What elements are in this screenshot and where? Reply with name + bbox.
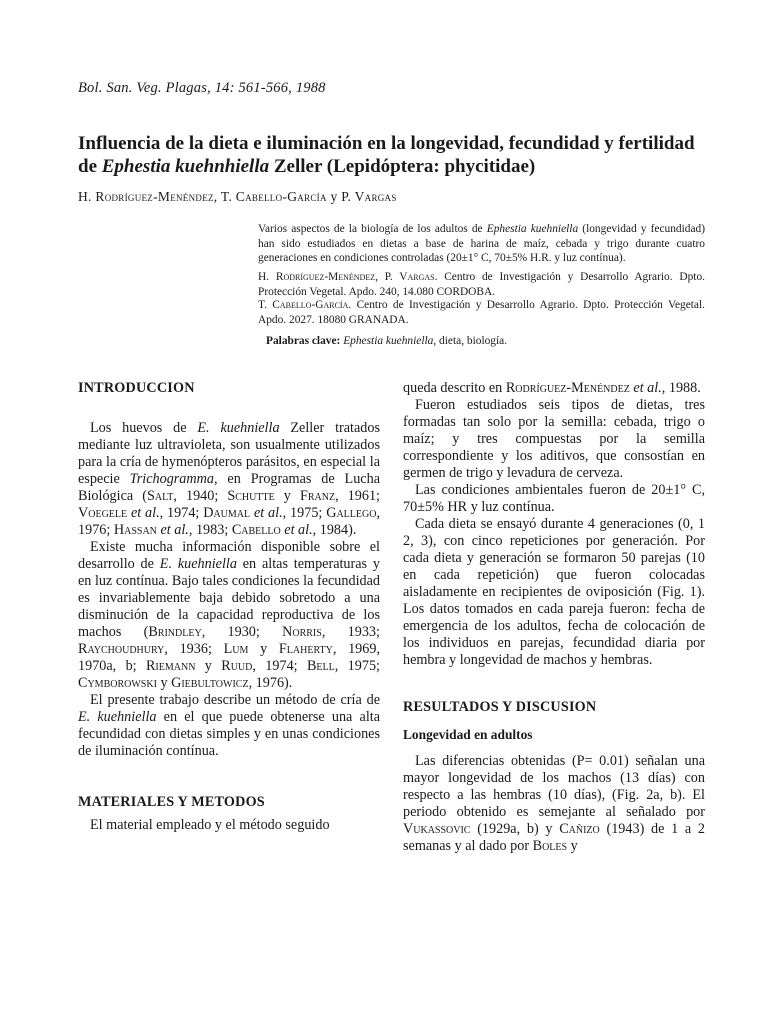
affiliation-1: H. Rodríguez-Menéndez, P. Vargas. Centro de Investigación y Desarrollo Agrario. Dpto. Protección Vegetal. Apdo. 240, 14.080 CORDOBA. bbox=[258, 271, 706, 298]
intro-paragraph-2: Existe mucha información disponible sobre el desarrollo de E. kuehniella en altas temperaturas y en luz contínua. Bajo tales condiciones la fecundidad es invariablemente baja debido sobretodo a una disminución de la capacidad reproductiva de los machos (Brindley, 1930; Norris, 1933; Raychoudhury, 1936; Lum y Flaherty, 1969, 1970a, b; Riemann y Ruud, 1974; Bell, 1975; Cymborowski y Giebultowicz, 1976). bbox=[78, 539, 381, 691]
left-column bbox=[78, 380, 380, 834]
methods-continuation: queda descrito en Rodríguez-Menéndez et al., 1988. bbox=[403, 380, 701, 396]
keywords-label: Palabras clave: bbox=[266, 335, 341, 347]
title-species: Ephestia kuehnhiella bbox=[101, 156, 270, 177]
methods-paragraph-4: Cada dieta se ensayó durante 4 generaciones (0, 1 2, 3), con cinco repeticiones por generación. Por cada dieta y generación se formaron 50 parejas (10 en cada repetición) que fueron colocadas aisladamente en recipientes de oviposición (Fig. 1). Los datos tomados en cada pareja fueron: fecha de emergencia de los adultos, fecha de colocación de los individuos en parejas, fecundidad diaria por hembra y longevidad de machos y hembras. bbox=[403, 516, 705, 668]
intro-paragraph-1: Los huevos de E. kuehniella Zeller tratados mediante luz ultravioleta, son usualmente utilizados para la cría de hymenópteros parásitos, en especial la especie Trichogramma, en Programas de Lucha Biológica (Salt, 1940; Schutte y Franz, 1961; Voegele et al., 1974; Daumal et al., 1975; Gallego, 1976; Hassan et al., 1983; Cabello et al., 1984). bbox=[78, 420, 381, 538]
intro-heading: INTRODUCCION bbox=[78, 380, 195, 396]
methods-paragraph-2: Fueron estudiados seis tipos de dietas, tres formadas tan solo por la semilla: cebada, trigo o maíz; y tres compuestas por la semilla correspondiente y los aditivos, que consostían en germen de trigo y levadura de cerveza. bbox=[403, 397, 705, 481]
keywords: Palabras clave: Ephestia kuehniella, dieta, biología. bbox=[266, 335, 508, 347]
methods-paragraph-1: El material empleado y el método seguido bbox=[90, 817, 330, 833]
right-column bbox=[403, 380, 705, 855]
affiliation-2: T. Cabello-García. Centro de Investigación y Desarrollo Agrario. Dpto. Protección Vegetal. Apdo. 2027. 18080 GRANADA. bbox=[258, 299, 705, 326]
author-3: P. Vargas bbox=[341, 189, 397, 204]
author-2: T. Cabello-García bbox=[220, 189, 327, 204]
paper-title: Influencia de la dieta e iluminación en la longevidad, fecundidad y fertilidad de Ephestia kuehnhiella Zeller (Lepidóptera: phycitidae) bbox=[78, 133, 695, 177]
author-list: H. Rodríguez-Menéndez, T. Cabello-García y P. Vargas bbox=[78, 189, 397, 204]
journal-citation: Bol. San. Veg. Plagas, 14: 561-566, 1988 bbox=[78, 80, 326, 96]
intro-paragraph-3: El presente trabajo describe un método de cría de E. kuehniella en el que puede obtenerse una alta fecundidad con dietas simples y en unas condiciones de iluminación contínua. bbox=[78, 692, 380, 759]
results-paragraph-1: Las diferencias obtenidas (P= 0.01) señalan una mayor longevidad de los machos (13 días) con respecto a las hembras (10 días), (Fig. 2a, b). El periodo obtenido es semejante al señalado por Vukassovic (1929a, b) y Cañizo (1943) de 1 a 2 semanas y al dado por Boles y bbox=[403, 753, 706, 854]
methods-heading: MATERIALES Y METODOS bbox=[78, 794, 265, 810]
methods-paragraph-3: Las condiciones ambientales fueron de 20±1° C, 70±5% HR y luz contínua. bbox=[403, 482, 705, 515]
abstract: Varios aspectos de la biología de los adultos de Ephestia kuehniella (longevidad y fecundidad) han sido estudiados en dietas a base de harina de maíz, cebada y trigo durante cuatro generaciones en condiciones controladas (20±1° C, 70±5% H.R. y luz contínua). bbox=[258, 223, 705, 265]
longevity-subheading: Longevidad en adultos bbox=[403, 727, 533, 742]
results-heading: RESULTADOS Y DISCUSION bbox=[403, 699, 597, 715]
author-1: H. Rodríguez-Menéndez bbox=[78, 189, 214, 204]
